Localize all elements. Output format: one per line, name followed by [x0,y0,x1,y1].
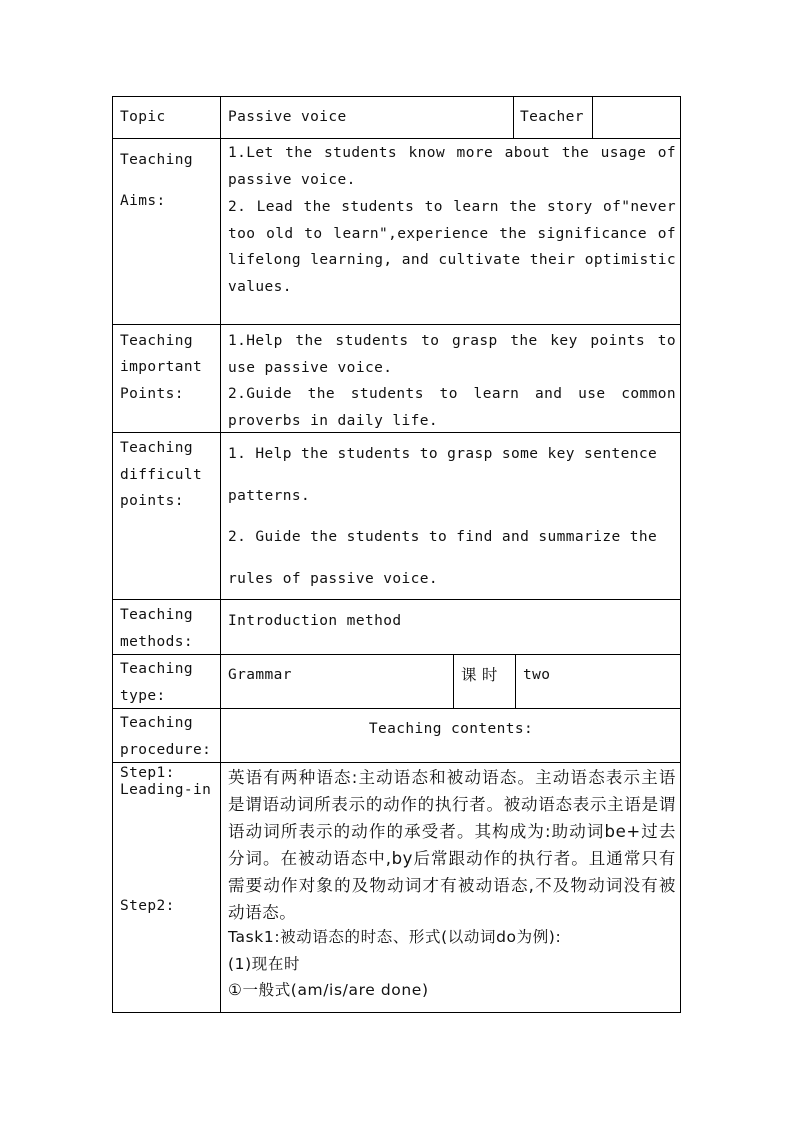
task1-heading: Task1:被动语态的时态、形式(以动词do为例): [228,928,562,946]
difficult-label-line2: difficult [120,467,203,483]
subsection-present-tense: (1)现在时 [228,955,301,973]
type-label-line2: type: [120,688,166,704]
important-item-1: 1.Help the students to grasp the key points to use passive voice. [228,333,676,376]
important-item-2: 2.Guide the students to learn and use common proverbs in daily life. [228,386,676,429]
column-divider [515,654,516,708]
difficult-item-2-line2: rules of passive voice. [228,571,438,587]
topic-label: Topic [120,109,166,125]
procedure-label-line2: procedure: [120,742,212,758]
aims-item-2: 2. Lead the students to learn the story of"never too old to learn",experience the significance of lifelong learning, and cultivate their optimistic values. [228,199,676,296]
column-divider [513,96,514,138]
methods-value: Introduction method [228,613,402,629]
lesson-label: 课 时 [461,666,498,684]
type-label-line1: Teaching [120,661,194,677]
row-divider [112,599,681,600]
aims-item-1: 1.Let the students know more about the usage of passive voice. [228,145,676,188]
difficult-item-1-line2: patterns. [228,488,311,504]
important-label-line2: important [120,359,203,375]
step2-label: Step2: [120,898,175,914]
column-divider [592,96,593,138]
intro-paragraph: 英语有两种语态:主动语态和被动语态。主动语态表示主语是谓语动词所表示的动作的执行者。被动语态表示主语是谓语动词所表示的动作的承受者。其构成为:助动词be+过去分词。在被动语态中,by后常跟动作的执行者。且通常只有需要动作对象的及物动词才有被动语态,不及物动词没有被动语态。 [228,768,676,922]
difficult-item-1-line1: 1. Help the students to grasp some key sentence [228,446,658,462]
procedure-label-line1: Teaching [120,715,194,731]
difficult-label-line1: Teaching [120,440,194,456]
difficult-item-2-line1: 2. Guide the students to find and summarize the [228,529,658,545]
teaching-contents-title: Teaching contents: [368,721,534,737]
difficult-label-line3: points: [120,493,184,509]
type-value: Grammar [228,667,292,683]
methods-label-line1: Teaching [120,607,194,623]
important-label-line1: Teaching [120,333,194,349]
row-divider [112,708,681,709]
row-divider [112,324,681,325]
important-label-line3: Points: [120,386,184,402]
methods-label-line2: methods: [120,634,194,650]
teacher-label: Teacher [520,109,584,125]
aims-label-line2: Aims: [120,193,166,209]
lesson-value: two [523,667,551,683]
subsection-item-1: ①一般式(am/is/are done) [228,981,429,999]
step1-label-line2: Leading-in [120,782,212,798]
column-divider [453,654,454,708]
row-divider [112,138,681,139]
row-divider [112,654,681,655]
label-column-divider [220,96,221,1013]
topic-value: Passive voice [228,109,347,125]
aims-label-line1: Teaching [120,152,194,168]
step1-label-line1: Step1: [120,765,175,781]
